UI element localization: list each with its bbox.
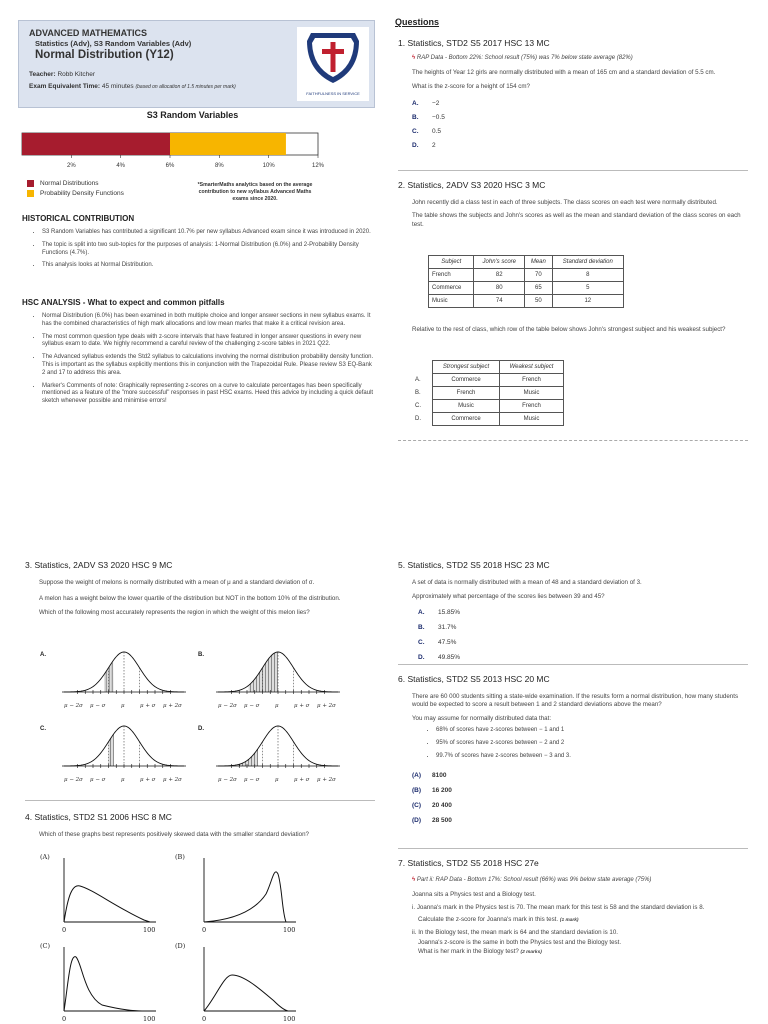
question-5: [398, 560, 750, 665]
header-box: [18, 20, 375, 108]
q4-label-b: (B): [175, 853, 185, 861]
q2-option-table: Strongest subject Weakest subject A. Commerce French B. French Music C. Music French D. Commerce Music: [412, 360, 564, 426]
q4-tick: 100: [283, 926, 296, 934]
analysis-item: • The most common question type deals with z-score intervals that have featured in longer answer questions in every new syllabus exam to date. We highly recommend a careful review of the challenging z-score tables in 2021 Q22.: [42, 334, 374, 350]
page-title: Normal Distribution (Y12): [35, 49, 174, 61]
q6-text2: You may assume for normally distributed data that:: [412, 714, 552, 722]
q4-tick: 100: [143, 1015, 156, 1023]
legend-swatch-normal: [27, 180, 34, 187]
q4-graph-a: [62, 856, 158, 924]
q1-text: The heights of Year 12 girls are normally distributed with a mean of 165 cm and a standard deviation of 5.5 cm.: [412, 69, 716, 76]
analysis-item: • The Advanced syllabus extends the Std2 syllabus to calculations involving the normal distribution probability density function. This is important as the syllabus explicitly mentions this in conjunction with the Trapezoidal Rule. Please review S3 EQ-Bank 2 and 17 to address this area.: [42, 354, 374, 377]
q7-i2: Calculate the z-score for Joanna's mark in this test. (1 mark): [418, 915, 579, 923]
option[interactable]: A. −2: [412, 99, 440, 107]
table-header: Subject: [429, 256, 474, 269]
q7-ii2: Joanna's z-score is the same in both the Physics test and the Biology test.: [418, 938, 622, 946]
table-row: Music 74 50 12: [429, 295, 624, 308]
q3-label-d: D.: [198, 726, 204, 732]
lightning-icon: ϟ: [412, 877, 416, 883]
q7-i1: i. Joanna's mark in the Physics test is 70. The mean mark for this test is 58 and the standard deviation is 8.: [412, 904, 705, 912]
legend-swatch-pdf: [27, 190, 34, 197]
divider: [25, 800, 375, 801]
q6-bullet: • 95% of scores have z-scores between − 2 and 2: [436, 740, 750, 748]
q4-tick: 0: [202, 1015, 207, 1023]
q7-ii3: What is her mark in the Biology test? (2 marks): [418, 947, 542, 955]
q4-text: Which of these graphs best represents positively skewed data with the smaller standard deviation?: [39, 831, 309, 838]
crest-motto: FAITHFULNESS IN SERVICE: [306, 91, 360, 96]
q4-tick: 100: [143, 926, 156, 934]
q6-bullet: • 99.7% of scores have z-scores between − 3 and 3.: [436, 753, 750, 761]
divider: [398, 848, 748, 849]
q4-tick: 0: [62, 1015, 67, 1023]
analysis-section: [22, 298, 374, 411]
analysis-item: • Normal Distribution (6.0%) has been examined in both multiple choice and longer answer sections in new syllabus exams. It has the combined characteristics of high mark allocations and low mean marks that make it a critical revision area.: [42, 313, 374, 329]
q3-text3: Which of the following most accurately represents the region in which the weight of this melon lies?: [39, 608, 310, 616]
shaded-region: [249, 652, 278, 692]
q2-title: 2. Statistics, 2ADV S3 2020 HSC 3 MC: [398, 180, 546, 190]
legend-pdf: Probability Density Functions: [40, 190, 124, 197]
q5-title: 5. Statistics, STD2 S5 2018 HSC 23 MC: [398, 560, 550, 570]
q4-label-a: (A): [40, 853, 50, 861]
q4-tick: 0: [62, 926, 67, 934]
chart-title: S3 Random Variables: [146, 110, 239, 120]
q4-graph-d: [202, 945, 298, 1013]
q2-text3: Relative to the rest of class, which row of the table below shows John's strongest subject and his weakest subject?: [412, 326, 726, 333]
q2-text1: John recently did a class test in each of three subjects. The class scores on each test were normally distributed.: [412, 199, 718, 206]
crest-logo: [297, 27, 369, 101]
question-1: [398, 38, 750, 153]
question-4: [25, 812, 380, 839]
lightning-icon: ϟ: [412, 55, 416, 61]
divider: [398, 170, 748, 171]
tick-label: 8%: [214, 163, 224, 169]
option-row[interactable]: B. French Music: [412, 387, 564, 400]
q5-text2: Approximately what percentage of the scores lies between 39 and 45?: [412, 593, 605, 601]
question-2: [398, 180, 750, 229]
historical-heading: HISTORICAL CONTRIBUTION: [22, 214, 135, 223]
tick-label: 12%: [311, 163, 325, 169]
q3-curve-d: [216, 724, 340, 776]
table-row: Commerce 80 65 5: [429, 282, 624, 295]
q1-rap: RAP Data - Bottom 22%: School result (75%) was 7% below state average (82%): [416, 55, 633, 61]
q2-score-table: [428, 255, 624, 308]
q3-label-b: B.: [198, 652, 204, 658]
q4-label-d: (D): [175, 942, 186, 950]
subject: ADVANCED MATHEMATICS: [29, 28, 147, 38]
distribution-curve: [64, 886, 150, 922]
option-row[interactable]: D. Commerce Music: [412, 413, 564, 426]
questions-heading: Questions: [395, 17, 440, 27]
chart-note: *SmarterMaths analytics based on the average contribution to new syllabus Advanced Maths exams since 2020.: [197, 182, 313, 203]
historical-item: • S3 Random Variables has contributed a significant 10.7% per new syllabus Advanced exam since it was introduced in 2020.: [42, 229, 372, 237]
q5-options: [418, 605, 750, 665]
table-row: French 82 70 8: [429, 269, 624, 282]
q1-ask: What is the z-score for a height of 154 cm?: [412, 83, 530, 91]
table-header: Mean: [525, 256, 553, 269]
time-line: Exam Equivalent Time: 45 minutes (based on allocation of 1.5 minutes per mark): [29, 83, 236, 90]
q3-text1: Suppose the weight of melons is normally distributed with a mean of μ and a standard deviation of σ.: [39, 579, 315, 586]
q6-title: 6. Statistics, STD2 S5 2013 HSC 20 MC: [398, 674, 550, 684]
analysis-heading: HSC ANALYSIS - What to expect and common pitfalls: [22, 298, 225, 307]
question-3: [25, 560, 380, 617]
bar-segment: [170, 133, 286, 155]
table-header: Standard deviation: [552, 256, 623, 269]
q4-title: 4. Statistics, STD2 S1 2006 HSC 8 MC: [25, 812, 172, 822]
table-header: John's score: [474, 256, 525, 269]
option[interactable]: (A) 8100: [412, 772, 447, 780]
q2-text2: The table shows the subjects and John's scores as well as the mean and standard deviation of the class scores on each test.: [412, 212, 741, 228]
q6-options: [412, 768, 750, 828]
distribution-curve: [204, 872, 286, 922]
option[interactable]: B. −0.5: [412, 113, 445, 121]
q3-curve-a: [62, 650, 186, 702]
q7-title: 7. Statistics, STD2 S5 2018 HSC 27e: [398, 858, 539, 868]
question-7: [398, 858, 750, 956]
tick-label: 2%: [66, 163, 76, 169]
q4-tick: 100: [283, 1015, 296, 1023]
q6-bullet: • 68% of scores have z-scores between − 1 and 1: [436, 727, 750, 735]
legend: [27, 180, 124, 197]
q4-tick: 0: [202, 926, 207, 934]
subtitle: Statistics (Adv), S3 Random Variables (Adv): [35, 39, 192, 48]
q1-options: [412, 97, 750, 153]
analysis-item: • Marker's Comments of note: Graphically representing z-scores on a curve to calculate percentages has been specifically mentioned as a feature of the "more successful" responses in past HSC exams. Heed this advice by including a quick default sketch whenever possible and minimise errors!: [42, 383, 374, 406]
divider: [398, 440, 748, 441]
option[interactable]: C. 47.5%: [418, 638, 457, 646]
option[interactable]: C. 0.5: [412, 127, 442, 135]
historical-item: • This analysis looks at Normal Distribution.: [42, 262, 372, 270]
legend-normal: Normal Distributions: [40, 180, 99, 187]
bar-segment: [22, 133, 170, 155]
q6-text1: There are 60 000 students sitting a state-wide examination. If the results form a normal distribution, how many students would be expected to score a result between 1 and 2 standard deviations above the mean?: [412, 693, 739, 709]
teacher-line: Teacher: Robb Kitcher: [29, 71, 96, 78]
option[interactable]: D. 49.85%: [418, 653, 461, 661]
option[interactable]: D. 2: [412, 141, 436, 149]
tick-label: 4%: [116, 163, 126, 169]
option[interactable]: B. 31.7%: [418, 623, 457, 631]
q5-text1: A set of data is normally distributed with a mean of 48 and a standard deviation of 3.: [412, 579, 642, 586]
option[interactable]: (C) 20 400: [412, 802, 452, 810]
option-row[interactable]: C. Music French: [412, 400, 564, 413]
tick-label: 6%: [165, 163, 175, 169]
distribution-curve: [64, 957, 142, 1011]
historical-section: [22, 214, 372, 275]
tick-label: 10%: [262, 163, 275, 169]
q3-label-c: C.: [40, 726, 46, 732]
q4-graph-b: [202, 856, 298, 924]
q1-title: 1. Statistics, STD2 S5 2017 HSC 13 MC: [398, 38, 550, 48]
option[interactable]: A. 15.85%: [418, 608, 461, 616]
q3-title: 3. Statistics, 2ADV S3 2020 HSC 9 MC: [25, 560, 173, 570]
divider: [398, 664, 748, 665]
option[interactable]: (B) 16 200: [412, 787, 452, 795]
q3-label-a: A.: [40, 652, 46, 658]
q3-curve-c: [62, 724, 186, 776]
q3-text2: A melon has a weight below the lower quartile of the distribution but NOT in the bottom 10% of the distribution.: [39, 595, 341, 603]
historical-item: • The topic is split into two sub-topics for the purposes of analysis: 1-Normal Distribution (6.0%) and 2-Probability Density Functions (4.7%).: [42, 242, 372, 258]
q4-graph-c: [62, 945, 158, 1013]
stacked-bar-chart: [18, 128, 328, 174]
option-row[interactable]: A. Commerce French: [412, 374, 564, 387]
option[interactable]: (D) 28 500: [412, 817, 452, 825]
q3-curve-b: [216, 650, 340, 702]
shaded-region: [109, 734, 114, 766]
q7-rap: Part ii: RAP Data - Bottom 17%: School result (66%) was 9% below state average (75%): [416, 877, 652, 883]
question-6: [398, 674, 750, 828]
q7-ii1: ii. In the Biology test, the mean mark is 64 and the standard deviation is 10.: [412, 929, 619, 937]
q7-text: Joanna sits a Physics test and a Biology test.: [412, 891, 536, 898]
distribution-curve: [204, 975, 288, 1011]
q4-label-c: (C): [40, 942, 51, 950]
